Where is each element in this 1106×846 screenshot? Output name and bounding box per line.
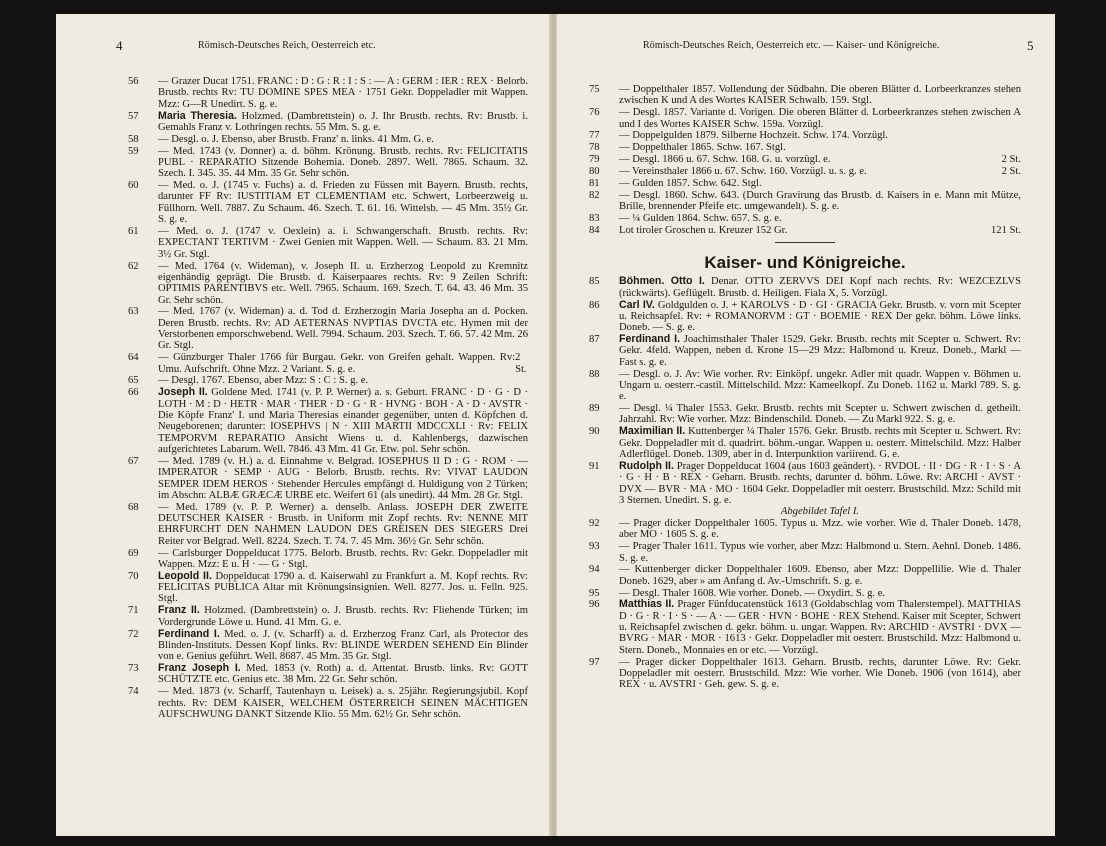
catalog-entry — [589, 166, 1021, 177]
entry-number: 66 — [128, 387, 139, 399]
entry-text: — Grazer Ducat 1751. FRANC : D : G : R : I : S : — A : GERM : IER : REX · Belorb. Brustb. rechts Rv: TU DOMINE SPES MEA · 1751 Gekr. Doppeladler mit Wappen. Mzz: G—R Unedirt. S. g. e. — [158, 76, 528, 110]
entry-text: — Med. 1767 (v. Wideman) a. d. Tod d. Erzherzogin Maria Josepha an d. Pocken. Deren Brustb. rechts. Rv: AD AETERNAS NVPTIAS DVCTA etc. Hymen mit der Verstorbenen emporschwebend. Well. 7994. Schaum. 203. Szech. T. 66. 57. 42 Mm. 26 Gr. Stgl. — [158, 306, 528, 352]
entry-text: — Desgl. Thaler 1608. Wie vorher. Doneb. — Oxydirt. S. g. e. — [619, 587, 886, 599]
entry-count: 2 St. — [1001, 154, 1021, 166]
entry-ruler-name: Ferdinand I. — [158, 627, 220, 640]
entry-text: — Kuttenberger dicker Doppelthaler 1609. Ebenso, aber Mzz: Doppellilie. Wie d. Thaler Doneb. 1629, aber » am Anfang d. Av.-Umschrift. S. g. e. — [619, 564, 1021, 587]
catalog-entry — [589, 461, 1021, 518]
entry-text: — Desgl. o. J. Av: Wie vorher. Rv: Einköpf. ungekr. Adler mit quadr. Wappen v. Böhmen u. Ungarn u. oesterr.-castil. Mittelschild. Mzz: Kameelkopf. Zu Doneb. 1162 u. Markl 789. S. g. e. — [619, 368, 1021, 403]
entry-ruler-name: Ferdinand I. — [619, 333, 681, 346]
entry-ruler-name: Franz II. — [158, 604, 200, 617]
catalog-entry — [589, 130, 1021, 141]
catalog-entry — [128, 571, 528, 605]
entry-number: 88 — [589, 368, 600, 380]
right-entry-list — [589, 84, 1021, 691]
entry-number: 78 — [589, 142, 600, 154]
catalog-entry — [128, 261, 528, 306]
entry-number: 73 — [128, 663, 139, 675]
entry-text: — Med. 1789 (v. H.) a. d. Einnahme v. Belgrad. IOSEPHUS II D : G · ROM · — IMPERATOR · SEMP · AUG · Belorb. Brustb. rechts. Rv: VIVAT LAUDON SEMPER IDEM HEROS · Stehender Hercules empfängt d. Huldigung von 2 Türken; im Abschn: ALBÆ GRÆCÆ URBE etc. Weifert 61 (als unedirt). 44 Mm. 28 Gr. Stgl. — [158, 455, 528, 501]
entry-number: 80 — [589, 165, 600, 177]
catalog-entry — [589, 225, 1021, 236]
catalog-entry — [589, 403, 1021, 426]
catalog-entry — [589, 213, 1021, 224]
catalog-entry — [128, 456, 528, 501]
entry-number: 86 — [589, 299, 600, 311]
entry-number: 82 — [589, 189, 600, 201]
entry-number: 64 — [128, 352, 139, 364]
entry-text: — Med. 1764 (v. Wideman), v. Joseph II. u. Erzherzog Leopold zu Kremnitz eigenhändig geprägt. Die Brustb. d. Kaiserpaares rechts. Rv: 9 Zeilen Schrift: OPTIMIS PARENTIBVS etc. Well. 7965. Schaum. 169. Szech. T. 64. 43. 46 Mm. 35 Gr. Sehr schön. — [158, 260, 528, 306]
catalog-entry — [589, 564, 1021, 587]
catalog-entry — [128, 226, 528, 260]
entry-number: 91 — [589, 460, 600, 472]
catalog-entry — [589, 142, 1021, 153]
entry-number: 92 — [589, 518, 600, 530]
entry-text: — Gulden 1857. Schw. 642. Stgl. — [619, 177, 762, 189]
entry-text: Med. o. J. (v. Scharff) a. d. Erzherzog Franz Carl, als Protector des Blinden-Instituts. Dessen Kopf links. Rv: BLINDE WERDEN SEHEND Ein Blinder von e. Genius geführt. Well. 8687. 45 Mm. 35 Gr. Stgl. — [158, 628, 528, 663]
right-entries-top — [589, 84, 1021, 236]
section-rule — [775, 242, 835, 243]
catalog-entry — [589, 190, 1021, 213]
entry-number: 62 — [128, 260, 139, 272]
catalog-entry — [128, 180, 528, 225]
entry-ruler-name: Leopold II. — [158, 569, 212, 582]
entry-number: 72 — [128, 628, 139, 640]
catalog-entry — [128, 548, 528, 571]
catalog-entry — [589, 300, 1021, 334]
entry-number: 79 — [589, 154, 600, 166]
entry-text: — Med. o. J. (1747 v. Oexlein) a. i. Schwangerschaft. Brustb. rechts. Rv: EXPECTANT TERTIVM · Zwei Genien mit Wappen. Well. — Schaum. 83. 21 Mm. 3½ Gr. Stgl. — [158, 225, 528, 260]
catalog-entry — [589, 276, 1021, 299]
entry-ruler-name: Maximilian II. — [619, 425, 686, 438]
entry-text: — Doppelthaler 1857. Vollendung der Südbahn. Die oberen Blätter d. Lorbeerkranzes stehen zwischen K und A des Wortes KAISER Schwalb. 159. Stgl. — [619, 84, 1021, 107]
entry-number: 81 — [589, 177, 600, 189]
entry-text: — Prager dicker Doppelthaler 1613. Geharn. Brustb. rechts, darunter Löwe. Rv: Gekr. Doppeladler mit oesterr. Brustschild. Mzz: Wie vorher. Wie Doneb. 1906 (von 1614), aber REX · u. AVSTRI · Geh. gew. S. g. e. — [619, 656, 1021, 691]
entry-text: — Desgl. 1860. Schw. 643. (Durch Gravirung das Brustb. d. Kaisers in e. Mann mit Mütze, Brille, brennender Pfeife etc. umgewandelt). S. g. e. — [619, 189, 1021, 212]
entry-ruler-name: Böhmen. Otto I. — [619, 275, 705, 288]
entry-number: 97 — [589, 656, 600, 668]
catalog-entry — [128, 663, 528, 686]
entry-text: — Desgl. 1767. Ebenso, aber Mzz: S : C : S. g. e. — [158, 375, 369, 387]
entry-number: 57 — [128, 110, 139, 122]
entry-ruler-name: Rudolph II. — [619, 459, 674, 472]
entry-number: 56 — [128, 76, 139, 87]
entry-text: — Doppelthaler 1865. Schw. 167. Stgl. — [619, 142, 786, 154]
catalog-entry — [128, 306, 528, 351]
catalog-entry — [128, 686, 528, 720]
catalog-entry — [589, 599, 1021, 656]
left-page — [56, 14, 552, 836]
left-entry-list — [128, 76, 528, 721]
left-running-head: Römisch-Deutsches Reich, Oesterreich etc. — [198, 40, 376, 51]
entry-number: 60 — [128, 180, 139, 192]
entry-number: 63 — [128, 306, 139, 318]
entry-text: Prager Doppelducat 1604 (aus 1603 geändert). · RVDOL · II · DG · R · I · S · A · G · H · B · REX · Geharn. Brustb. rechts, darunter d. böhm. Löwe. Rv: ARCHI · AVST · DVX — BVR · MA · MO · 1604 Gekr. Doppeladler mit oesterr. Brustschild. Mzz: Schild mit 3 Sternen. Unedirt. S. g. e. — [619, 460, 1021, 506]
entry-text: Goldene Med. 1741 (v. P. P. Werner) a. s. Geburt. FRANC · D · G · D · LOTH · M : D · HETR · MAR · THER · D · G · R · HVNG · BOH · A · D · AVSTR · Die Köpfe Franz' I. und Maria Theresias einander gegenüber, unten d. Köpfchen d. Neugeborenen; darunter: IOSEPHVS | N · XIII MARTII MDCCXLI · Rv: FELIX TEMPORVM REPARATIO Ansicht Wiens u. d. Kahlenbergs, dazwischen aufgerichtetes Labarum. Well. 7846. 43 Mm. 41 Gr. Etw. pol. Sehr schön. — [158, 387, 528, 455]
catalog-entry — [128, 352, 528, 375]
entry-ruler-name: Matthias II. — [619, 598, 675, 611]
entry-number: 67 — [128, 455, 139, 467]
entry-text: — Desgl. ¼ Thaler 1553. Gekr. Brustb. rechts mit Scepter u. Schwert zwischen d. getheilt. Jahrzahl. Rv: Wie vorher. Mzz: Bindenschild. Doneb. — Zu Markl 922. S. g. e. — [619, 403, 1021, 426]
entry-text: — Med. 1873 (v. Scharff, Tautenhayn u. Leisek) a. s. 25jähr. Regierungsjubil. Kopf rechts. Rv: DEM KAISER, WELCHEM ÖSTERREICH SEINEN MÄCHTIGEN AUFSCHWUNG DANKT Sitzende Klio. 55 Mm. 62½ Gr. Sehr schön. — [158, 686, 528, 720]
left-page-number: 4 — [116, 38, 123, 53]
catalog-entry — [128, 111, 528, 134]
entry-number: 85 — [589, 276, 600, 288]
entry-text: Joachimsthaler Thaler 1529. Gekr. Brustb. rechts mit Scepter u. Schwert. Rv: Gekr. 4feld. Wappen, neben d. Krone 15—29 Mzz: Halbmond u. Kreuz. Doneb., Markl — Fast s. g. e. — [619, 334, 1021, 368]
entry-text: Kuttenberger ¼ Thaler 1576. Gekr. Brustb. rechts mit Scepter u. Schwert. Rv: Gekr. Doppeladler mit d. quadrirt. böhm.-ungar. Wappen u. oesterr. Mittelschild. Mzz: Halber Adlerflügel. Doneb. 1309, aber in d. Interpunktion variirend. G. e. — [619, 426, 1021, 460]
entry-number: 76 — [589, 107, 600, 119]
entry-number: 74 — [128, 686, 139, 698]
catalog-entry — [128, 146, 528, 180]
entry-number: 83 — [589, 212, 600, 224]
entry-number: 70 — [128, 570, 139, 582]
catalog-entry — [589, 426, 1021, 460]
entry-text: — Med. o. J. (1745 v. Fuchs) a. d. Frieden zu Füssen mit Bayern. Brustb. rechts, darunter FF Rv: IUSTITIAM ET CLEMENTIAM etc. Schwert, Lorbeerzweig u. Füllhorn. Well. 7887. Zu Schaum. 46. Szech. T. 61. 16. Wittelsb. — 45 Mm. 35½ Gr. S. g. e. — [158, 180, 528, 226]
catalog-entry — [128, 502, 528, 547]
entry-text: Prager Fünfducatenstück 1613 (Goldabschlag vom Thalerstempel). MATTHIAS D · G · R · I · S · — A · — GER · HVN · BOHE · REX Stehend. Kaiser mit Scepter, Schwert u. Reichsapfel zwischen d. gekr. böhm. u. ungar. Wappen. Rv: ARCHID · AVSTRI · DVX — BVRG · MAR · MOR · 1613 · Gekr. Doppeladler mit oesterr. Brustschild. Mzz: Halbmond u. Stern. Doneb., Monnaies en or etc. — Vorzügl. — [619, 599, 1021, 656]
section-title: Kaiser- und Königreiche. — [704, 252, 906, 272]
entry-text: Holzmed. (Dambrettstein) o. J. Brustb. rechts. Rv: Fliehende Türken; im Vordergrunde Löwe u. Hund. 41 Mm. G. e. — [158, 605, 528, 628]
entry-number: 95 — [589, 587, 600, 599]
entry-text: — Desgl. 1857. Variante d. Vorigen. Die oberen Blätter d. Lorbeerkranzes stehen zwischen A und I des Wortes KAISER Schw. 159a. Vorzügl. — [619, 107, 1021, 130]
catalog-entry — [589, 541, 1021, 564]
entry-text: — Desgl. 1866 u. 67. Schw. 168. G. u. vorzügl. e. — [619, 154, 831, 166]
right-page-number: 5 — [1027, 38, 1034, 53]
entry-text: — Doppelgulden 1879. Silberne Hochzeit. Schw. 174. Vorzügl. — [619, 130, 889, 142]
entry-number: 68 — [128, 501, 139, 513]
catalog-entry — [128, 605, 528, 628]
entry-count: 2 St. — [515, 352, 527, 375]
entry-text: — Vereinsthaler 1866 u. 67. Schw. 160. Vorzügl. u. s. g. e. — [619, 165, 867, 177]
entry-number: 87 — [589, 334, 600, 346]
entry-number: 58 — [128, 133, 139, 145]
entry-number: 89 — [589, 403, 600, 415]
entry-text: — Günzburger Thaler 1766 für Burgau. Gekr. von Greifen gehalt. Wappen. Rv: Umu. Aufschrift. Ohne Mzz. 2 Variant. S. g. e. — [158, 352, 516, 375]
entry-number: 65 — [128, 375, 139, 387]
catalog-entry — [589, 369, 1021, 403]
entry-text: — Prager dicker Doppelthaler 1605. Typus u. Mzz. wie vorher. Wie d. Thaler Doneb. 1478, aber MO · 1605 S. g. e. — [619, 518, 1021, 541]
entry-text: Med. 1853 (v. Roth) a. d. Attentat. Brustb. links. Rv: GOTT SCHÜTZTE etc. Genius etc. 38 Mm. 22 Gr. Sehr schön. — [158, 663, 528, 686]
catalog-entry — [589, 518, 1021, 541]
entry-text: Doppelducat 1790 a. d. Kaiserwahl zu Frankfurt a. M. Kopf rechts. Rv: FELICITAS PUBLICA Altar mit Krönungsinsignien. Well. 8277. Jos. u. Felln. 925. Stgl. — [158, 570, 529, 605]
catalog-entry — [128, 134, 528, 145]
catalog-entry — [589, 588, 1021, 599]
catalog-entry — [589, 657, 1021, 691]
entry-text: — Med. 1789 (v. P. P. Werner) a. denselb. Anlass. JOSEPH DER ZWEITE DEUTSCHER KAISER · Brustb. in Uniform mit Zopf rechts. Rv: NENNE MIT EHRFURCHT DEN NAHMEN LAUDON DES GREISEN DES SIEGERS Drei Reiter vor Belgrad. Well. 8224. Szech. T. 74. 7. 45 Mm. 36½ Gr. Sehr schön. — [158, 501, 528, 547]
entry-number: 90 — [589, 426, 600, 438]
entry-number: 71 — [128, 605, 139, 617]
catalog-entry — [128, 629, 528, 663]
entry-text: — Prager Thaler 1611. Typus wie vorher, aber Mzz: Halbmond u. Stern. Aehnl. Doneb. 1486. S. g. e. — [619, 541, 1021, 564]
catalog-entry — [128, 375, 528, 386]
catalog-entry — [128, 76, 528, 110]
entry-text: Holzmed. (Dambrettstein) o. J. Ihr Brustb. rechts. Rv: Brustb. i. Gemahls Franz v. Lothringen rechts. 55 Mm. S. g. e. — [158, 110, 528, 133]
entry-count: 121 St. — [990, 224, 1021, 236]
entry-number: 77 — [589, 130, 600, 142]
entry-number: 84 — [589, 224, 600, 236]
entry-plate-note: Abgebildet Tafel I. — [780, 506, 860, 518]
entry-text: — Desgl. o. J. Ebenso, aber Brustb. Franz' n. links. 41 Mm. G. e. — [158, 133, 434, 145]
entry-number: 93 — [589, 541, 600, 553]
entry-number: 94 — [589, 564, 600, 576]
catalog-entry — [589, 154, 1021, 165]
right-entries-bottom — [589, 276, 1021, 690]
entry-number: 75 — [589, 84, 600, 95]
catalog-entry — [589, 334, 1021, 368]
entry-number: 69 — [128, 547, 139, 559]
entry-text: — Med. 1743 (v. Donner) a. d. böhm. Krönung. Brustb. rechts. Rv: FELICITATIS PUBL · REPARATIO Sitzende Bohemia. Doneb. 2897. Well. 7865. Schaum. 32. Szech. I. 345. 35. 44 Mm. 35 Gr. Sehr schön. — [158, 145, 528, 180]
entry-number: 59 — [128, 145, 139, 157]
entry-text: — ¼ Gulden 1864. Schw. 657. S. g. e. — [619, 212, 782, 224]
entry-number: 61 — [128, 225, 139, 237]
entry-ruler-name: Maria Theresia. — [158, 109, 237, 122]
entry-ruler-name: Joseph II. — [158, 386, 208, 399]
entry-count: 2 St. — [1001, 165, 1021, 177]
catalog-entry — [128, 387, 528, 455]
entry-number: 96 — [589, 599, 600, 611]
catalog-entry — [589, 178, 1021, 189]
catalog-entry — [589, 107, 1021, 130]
entry-text: Lot tiroler Groschen u. Kreuzer 152 Gr. — [619, 224, 788, 236]
catalog-entry — [589, 84, 1021, 107]
entry-text: Goldgulden o. J. + KAROLVS · D · GI · GRACIA Gekr. Brustb. v. vorn mit Scepter u. Reichsapfel. Rv: + ROMANORVM : GT · BOEMIE · REX Der gekr. böhm. Löwe links. Doneb. — S. g. e. — [619, 299, 1022, 334]
entry-ruler-name: Franz Joseph I. — [158, 662, 241, 675]
entry-text: — Carlsburger Doppelducat 1775. Belorb. Brustb. rechts. Rv: Gekr. Doppeladler mit Wappen. Mzz: E u. H · — G · Stgl. — [158, 547, 528, 570]
entry-text: Denar. OTTO ZERVVS DEI Kopf nach rechts. Rv: WEZCEZLVS (rückwärts). Geflügelt. Brustb. d. Heiligen. Fiala X, 5. Vorzügl. — [619, 276, 1021, 299]
right-running-head: Römisch-Deutsches Reich, Oesterreich etc. — Kaiser- und Königreiche. — [643, 40, 940, 51]
entry-ruler-name: Carl IV. — [619, 298, 655, 311]
right-page — [556, 14, 1055, 836]
